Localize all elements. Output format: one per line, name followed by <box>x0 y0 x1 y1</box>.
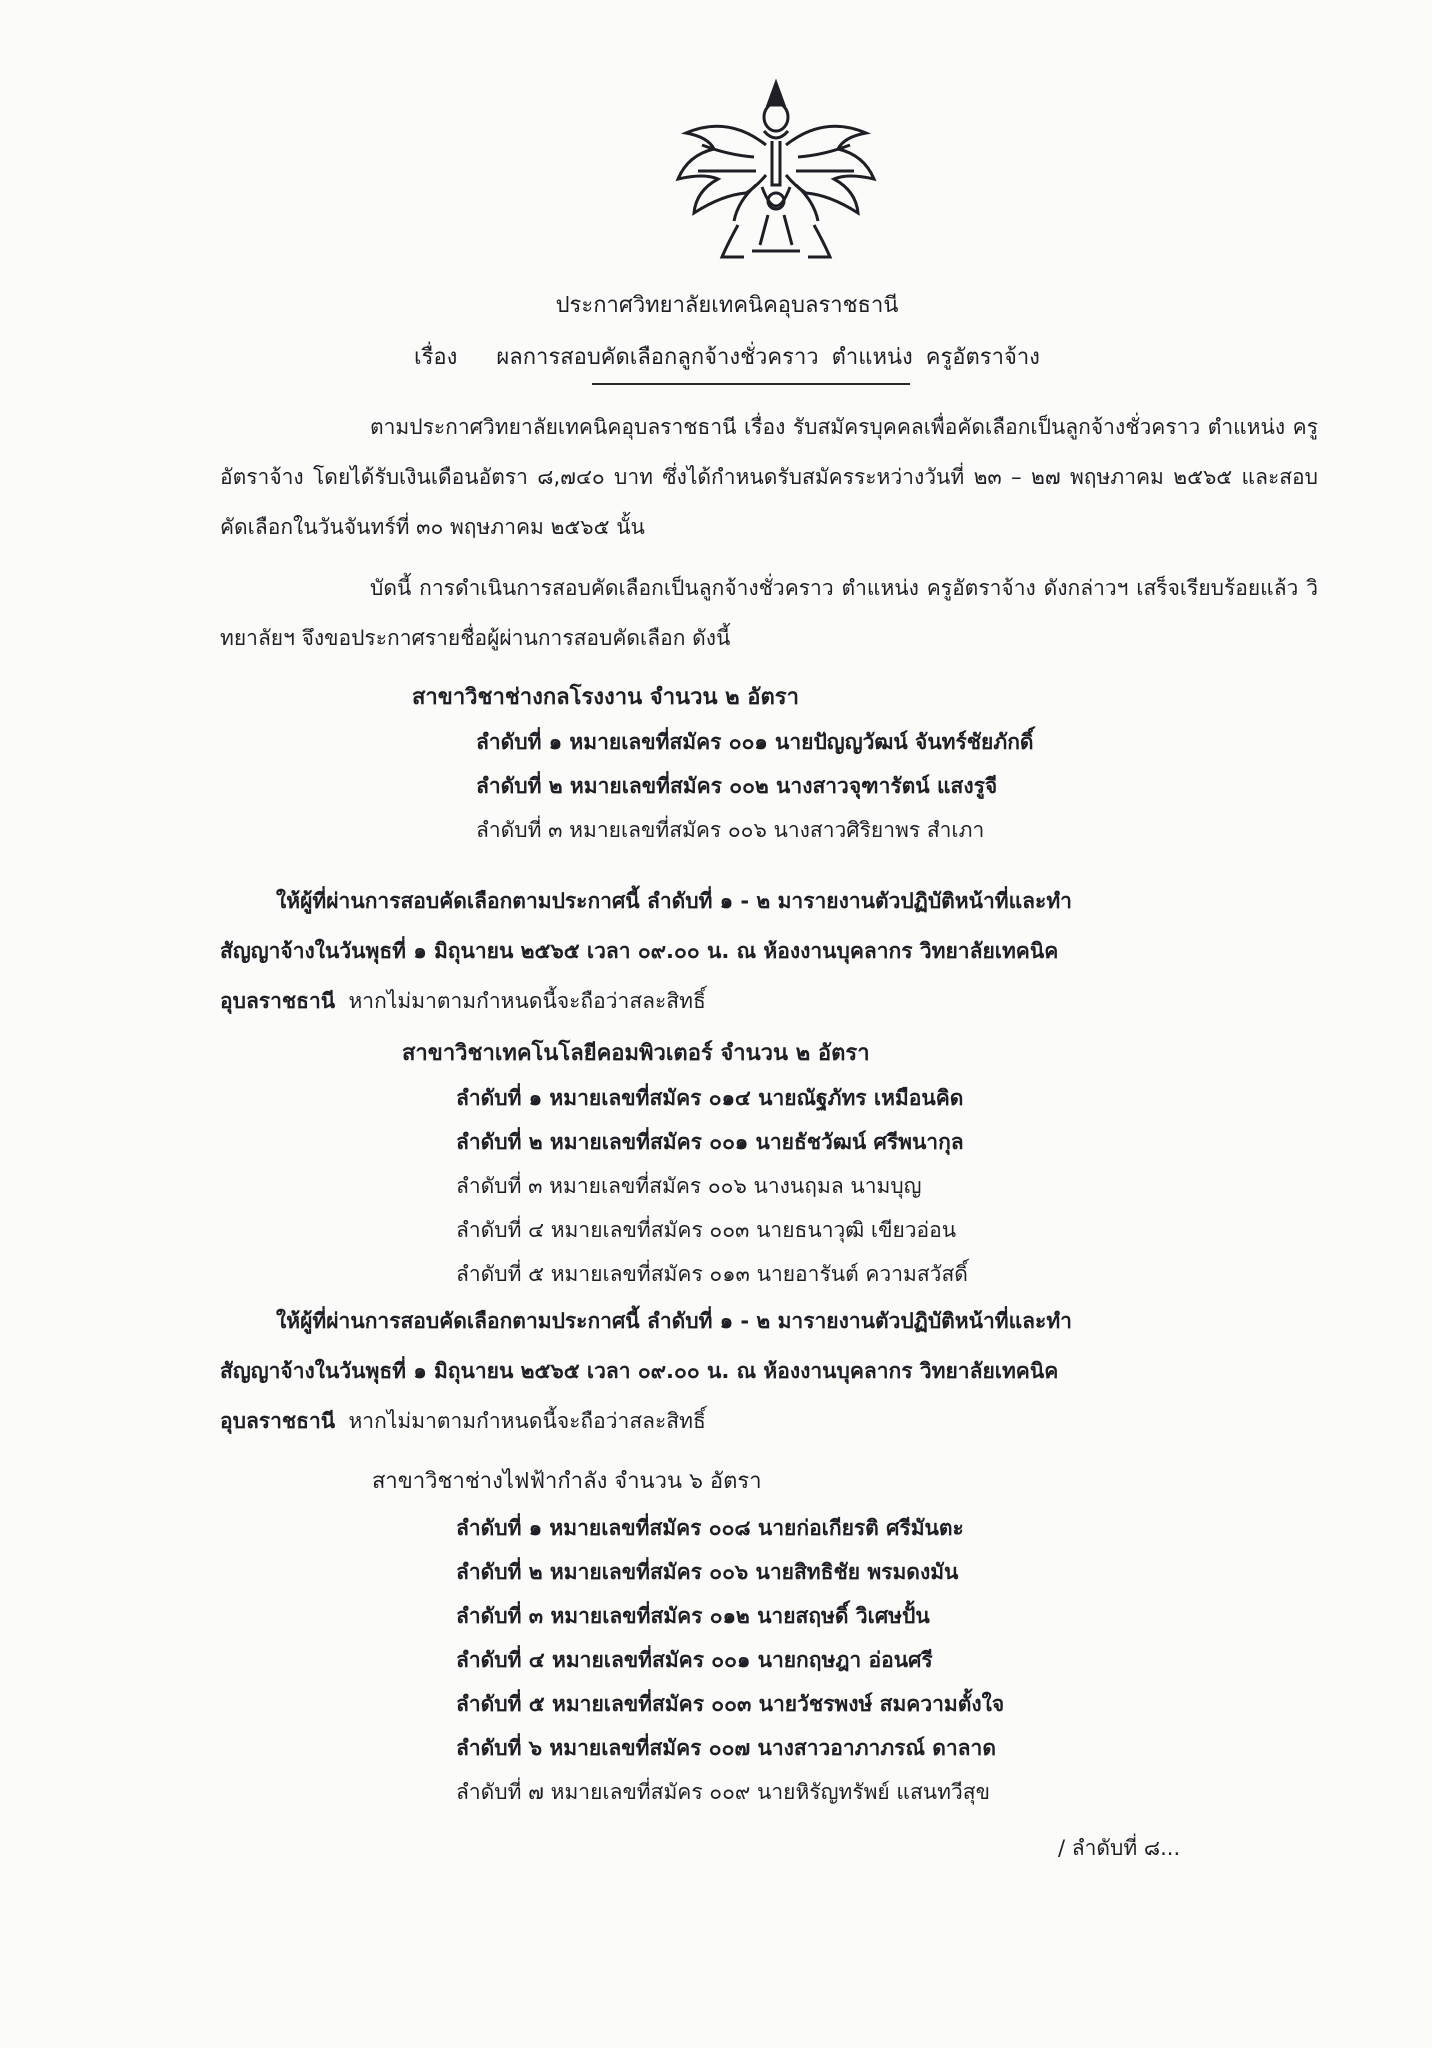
list-item: ลำดับที่ ๑ หมายเลขที่สมัคร ๐๑๔ นายณัฐภัทร เหมือนคิด <box>456 1086 964 1110</box>
list-item: ลำดับที่ ๒ หมายเลขที่สมัคร ๐๐๖ นายสิทธิชัย พรมดงมัน <box>456 1560 959 1584</box>
section-heading-machine-shop: สาขาวิชาช่างกลโรงงาน จำนวน ๒ อัตรา <box>412 685 799 710</box>
intro-paragraph-1: ตามประกาศวิทยาลัยเทคนิคอุบลราชธานี เรื่อง รับสมัครบุคคลเพื่อคัดเลือกเป็นลูกจ้างชั่วคราว ตำแหน่ง ครูอัตราจ้าง โดยได้รับเงินเดือนอัตรา ๘,๗๔๐ บาท ซึ่งได้กำหนดรับสมัครระหว่างวันที่ ๒๓ – ๒๗ พฤษภาคม ๒๕๖๕ และสอบคัดเลือกในวันจันทร์ที่ ๓๐ พฤษภาคม ๒๕๖๕ นั้น <box>220 415 1318 539</box>
list-item: ลำดับที่ ๕ หมายเลขที่สมัคร ๐๑๓ นายอารันต์ ความสวัสดิ์ <box>456 1262 968 1286</box>
garuda-emblem-icon <box>668 75 884 265</box>
section-heading-computer-tech: สาขาวิชาเทคโนโลยีคอมพิวเตอร์ จำนวน ๒ อัตรา <box>402 1041 870 1066</box>
instruction-paragraph-1: ให้ผู้ที่ผ่านการสอบคัดเลือกตามประกาศนี้ ลำดับที่ ๑ - ๒ มารายงานตัวปฏิบัติหน้าที่และทำ สัญญาจ้างในวันพุธที่ ๑ มิถุนายน ๒๕๖๕ เวลา ๐๙.๐๐ น. ณ ห้องงานบุคลากร วิทยาลัยเทคนิค อุบลราชธานี หากไม่มาตามกำหนดนี้จะถือว่าสละสิทธิ์ <box>220 889 1072 1013</box>
announcement-header <box>0 280 1432 384</box>
list-item: ลำดับที่ ๒ หมายเลขที่สมัคร ๐๐๒ นางสาวจุฑารัตน์ แสงรูจี <box>476 774 998 798</box>
list-item: ลำดับที่ ๓ หมายเลขที่สมัคร ๐๑๒ นายสฤษดิ์ วิเศษปั้น <box>456 1604 930 1628</box>
list-item: ลำดับที่ ๒ หมายเลขที่สมัคร ๐๐๑ นายธัชวัฒน์ ศรีพนากุล <box>456 1130 964 1154</box>
list-item: ลำดับที่ ๖ หมายเลขที่สมัคร ๐๐๗ นางสาวอาภาภรณ์ ดาลาด <box>456 1736 996 1760</box>
intro-paragraph-2: บัดนี้ การดำเนินการสอบคัดเลือกเป็นลูกจ้างชั่วคราว ตำแหน่ง ครูอัตราจ้าง ดังกล่าวฯ เสร็จเรียบร้อยแล้ว วิทยาลัยฯ จึงขอประกาศรายชื่อผู้ผ่านการสอบคัดเลือก ดังนี้ <box>220 576 1318 650</box>
list-item: ลำดับที่ ๔ หมายเลขที่สมัคร ๐๐๓ นายธนาวุฒิ เขียวอ่อน <box>456 1218 957 1242</box>
instruction-paragraph-2: ให้ผู้ที่ผ่านการสอบคัดเลือกตามประกาศนี้ ลำดับที่ ๑ - ๒ มารายงานตัวปฏิบัติหน้าที่และทำ สัญญาจ้างในวันพุธที่ ๑ มิถุนายน ๒๕๖๕ เวลา ๐๙.๐๐ น. ณ ห้องงานบุคลากร วิทยาลัยเทคนิค อุบลราชธานี หากไม่มาตามกำหนดนี้จะถือว่าสละสิทธิ์ <box>220 1309 1072 1433</box>
announcement-title: ประกาศวิทยาลัยเทคนิคอุบลราชธานี <box>555 293 899 318</box>
list-item: ลำดับที่ ๑ หมายเลขที่สมัคร ๐๐๑ นายปัญญวัฒน์ จันทร์ชัยภักดิ์ <box>476 730 1034 754</box>
list-item: ลำดับที่ ๓ หมายเลขที่สมัคร ๐๐๖ นางสาวศิริยาพร สำเภา <box>476 818 985 842</box>
list-item: ลำดับที่ ๗ หมายเลขที่สมัคร ๐๐๙ นายหิรัญทรัพย์ แสนทวีสุข <box>456 1780 990 1804</box>
subject-text: ผลการสอบคัดเลือกลูกจ้างชั่วคราว ตำแหน่ง ครูอัตราจ้าง <box>496 345 1040 370</box>
page-continuation-note: / ลำดับที่ ๘... <box>1058 1836 1181 1860</box>
announcement-subject <box>0 332 1432 384</box>
title-divider <box>592 383 910 385</box>
list-item: ลำดับที่ ๔ หมายเลขที่สมัคร ๐๐๑ นายกฤษฎา อ่อนศรี <box>456 1648 933 1672</box>
section-heading-electrical-power: สาขาวิชาช่างไฟฟ้ากำลัง จำนวน ๖ อัตรา <box>372 1469 762 1494</box>
list-item: ลำดับที่ ๓ หมายเลขที่สมัคร ๐๐๖ นางนฤมล นามบุญ <box>456 1174 922 1198</box>
list-item: ลำดับที่ ๕ หมายเลขที่สมัคร ๐๐๓ นายวัชรพงษ์ สมความตั้งใจ <box>456 1692 1005 1716</box>
subject-label: เรื่อง <box>414 345 458 370</box>
list-item: ลำดับที่ ๑ หมายเลขที่สมัคร ๐๐๘ นายก่อเกียรติ ศรีมันตะ <box>456 1516 964 1540</box>
